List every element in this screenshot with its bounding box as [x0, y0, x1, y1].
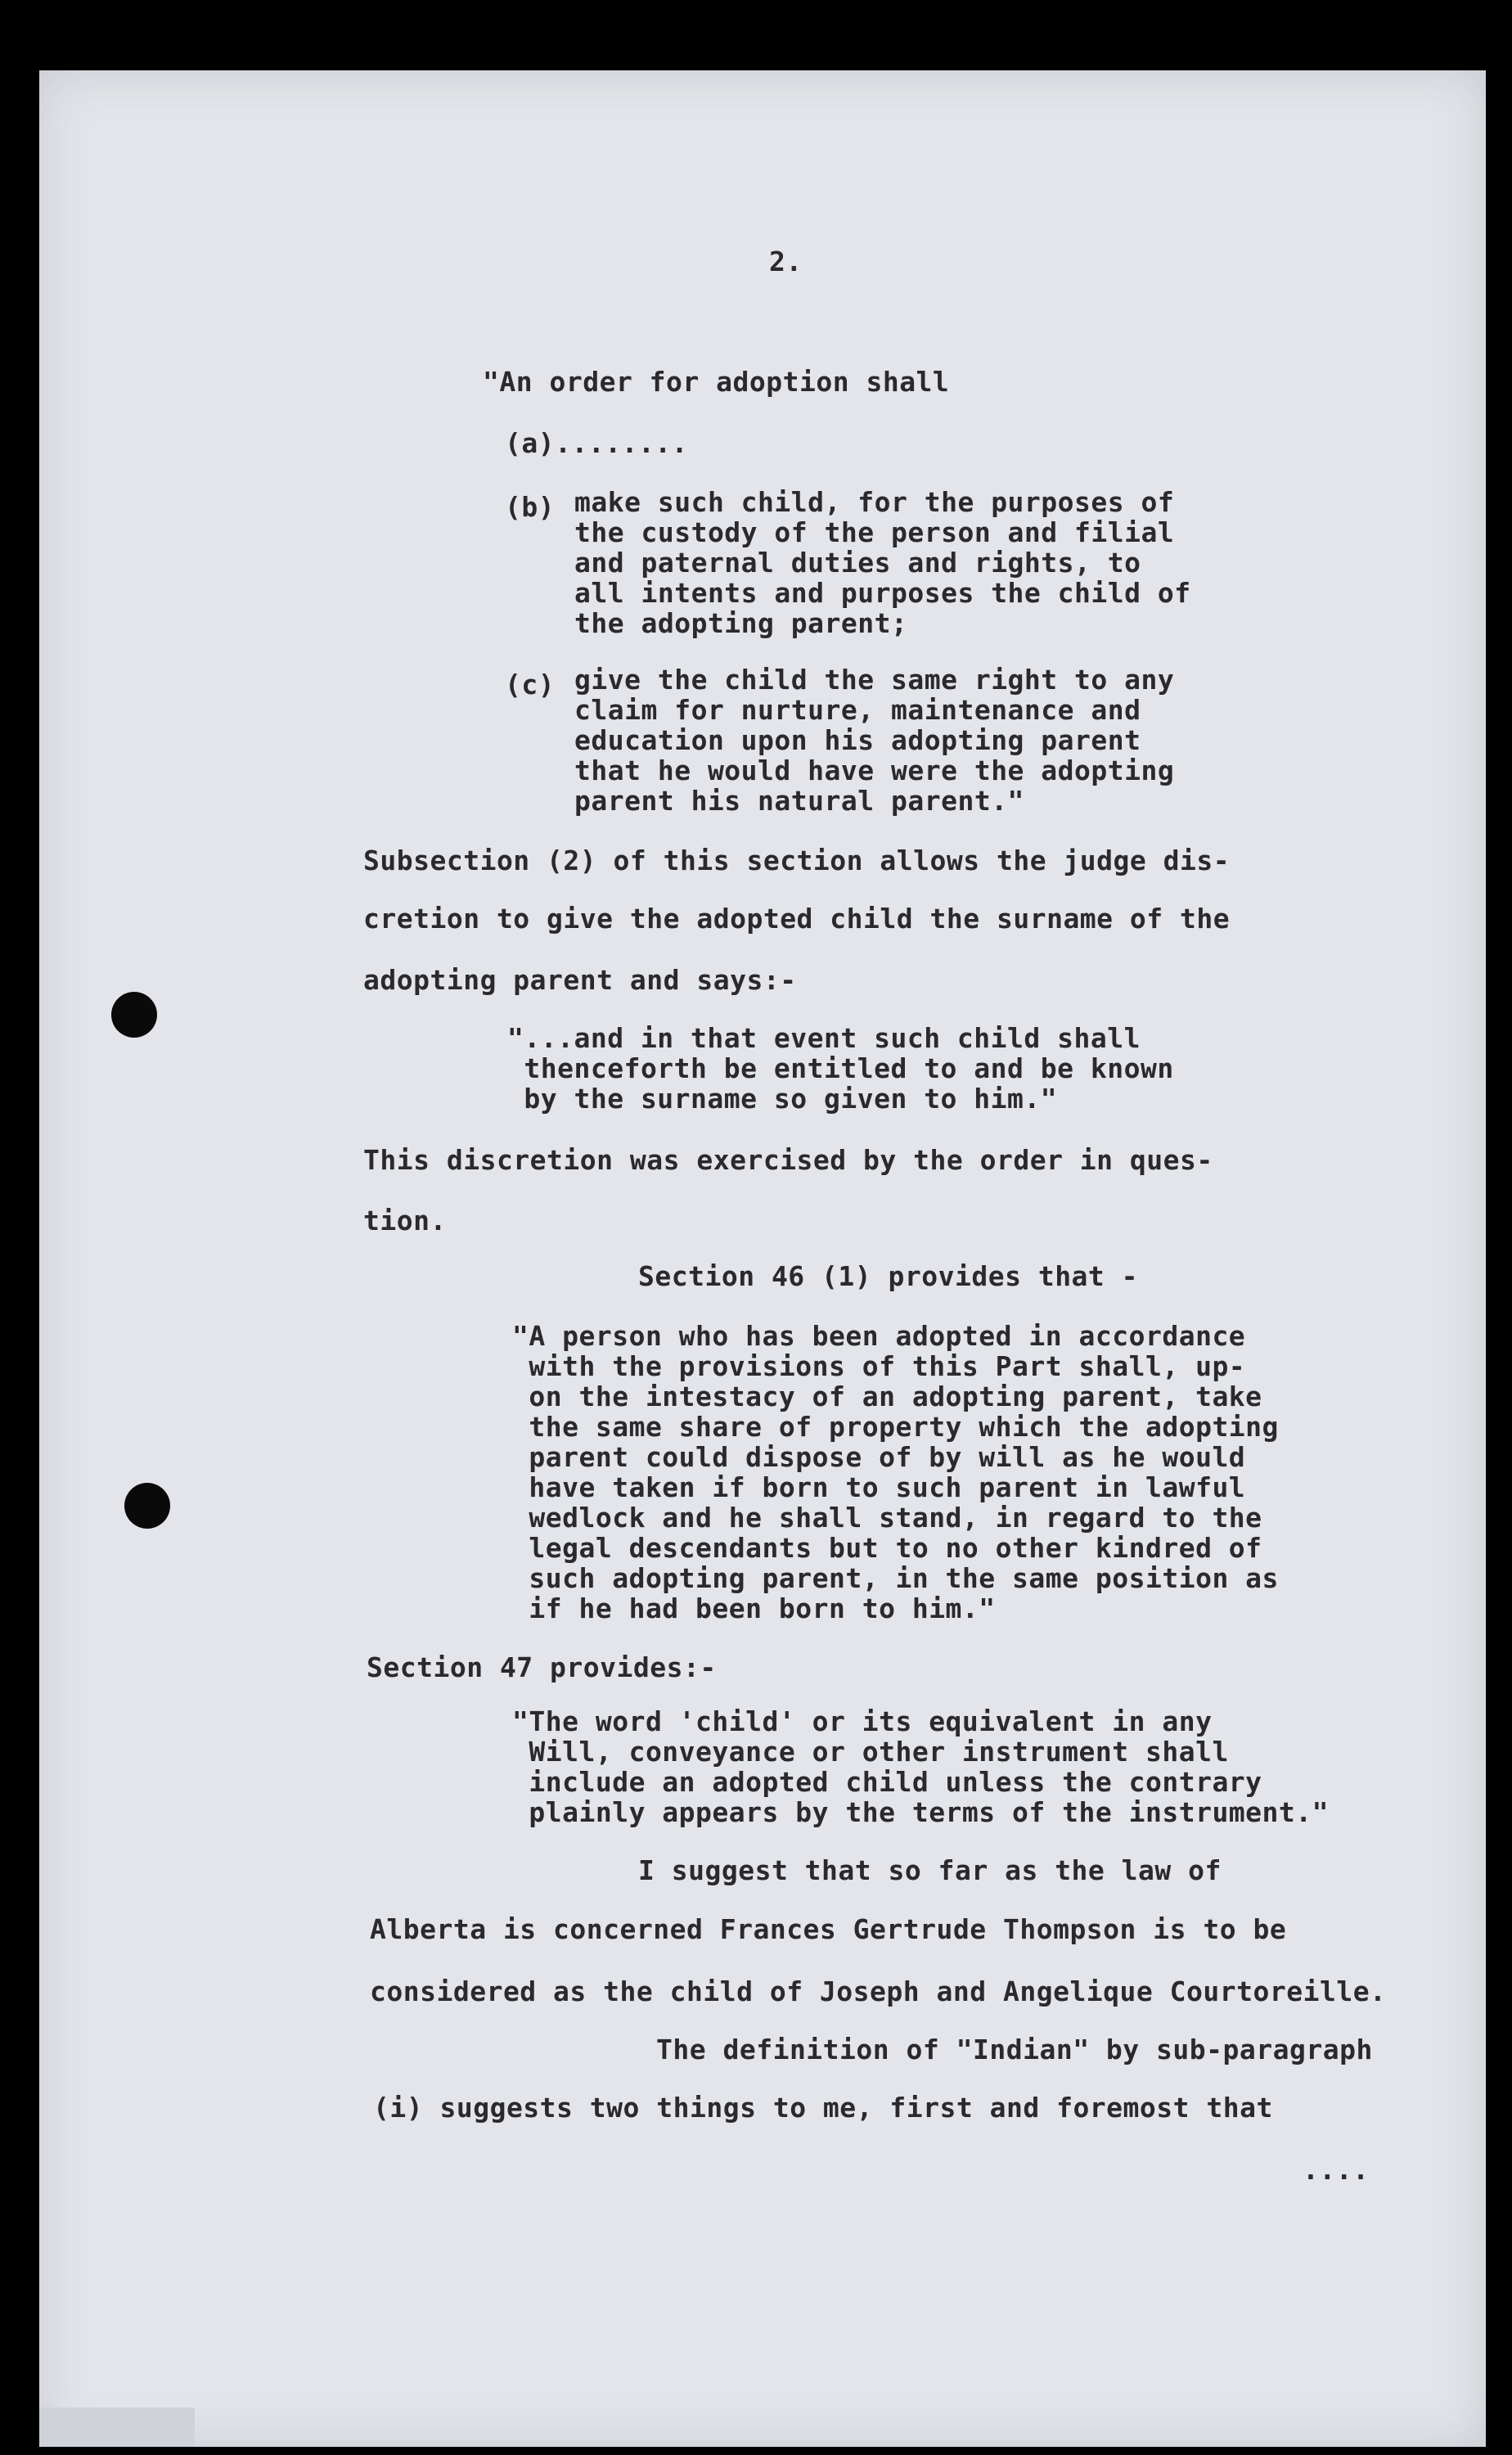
clause-b-text: make such child, for the purposes of the custody of the person and filial and paternal duties and rights, to all intents and purposes the child of the adopting parent; — [574, 486, 1191, 639]
paragraph-subsection-line-3: adopting parent and says:- — [363, 964, 797, 996]
clause-c-text: give the child the same right to any claim for nurture, maintenance and education upon his adopting parent that he would have were the adopting parent his natural parent." — [574, 664, 1175, 817]
punch-hole-lower — [124, 1483, 170, 1529]
clause-a: (a)........ — [505, 427, 689, 459]
paragraph-subsection-line-2: cretion to give the adopted child the surname of the — [363, 903, 1231, 935]
paper-sheet — [39, 70, 1486, 2447]
paragraph-definition-line-1: The definition of "Indian" by sub-paragraph — [656, 2034, 1373, 2065]
continuation-marker: .... — [1303, 2154, 1370, 2186]
paragraph-suggest-line-3: considered as the child of Joseph and Angelique Courtoreille. — [370, 1975, 1387, 2007]
clause-b-marker: (b) — [505, 491, 556, 523]
paragraph-definition-line-2: (i) suggests two things to me, first and foremost that — [373, 2092, 1273, 2124]
paper-edge-strip — [39, 2408, 195, 2447]
paragraph-discretion-line-1: This discretion was exercised by the order in ques- — [363, 1144, 1213, 1176]
punch-hole-upper — [111, 992, 157, 1038]
paragraph-suggest-line-1: I suggest that so far as the law of — [638, 1854, 1222, 1886]
paragraph-suggest-line-2: Alberta is concerned Frances Gertrude Thompson is to be — [370, 1913, 1287, 1945]
quote-section-47: "The word 'child' or its equivalent in any Will, conveyance or other instrument shall include an adopted child unless the contrary plainly appears by the terms of the instrument." — [512, 1705, 1330, 1828]
quote-section-46: "A person who has been adopted in accordance with the provisions of this Part shall, up- on the intestacy of an adopting parent, take the same share of property which the adopting parent could dispose of by will as he would have taken if born to such parent in lawful wedlock and he shall stand, in regard to the legal descendants but to no other kindred of such adopting parent, in the same position as if he had been born to him." — [512, 1320, 1279, 1624]
quote-adoption-intro: "An order for adoption shall — [483, 366, 950, 398]
paragraph-discretion-line-2: tion. — [363, 1205, 447, 1237]
clause-c-marker: (c) — [505, 669, 556, 700]
paragraph-subsection-line-1: Subsection (2) of this section allows the judge dis- — [363, 845, 1231, 876]
section-47-heading: Section 47 provides:- — [367, 1651, 717, 1683]
section-46-heading: Section 46 (1) provides that - — [638, 1260, 1139, 1292]
page-number: 2. — [769, 246, 803, 277]
quote-surname: "...and in that event such child shall thenceforth be entitled to and be known by the surname so given to him." — [507, 1022, 1174, 1115]
